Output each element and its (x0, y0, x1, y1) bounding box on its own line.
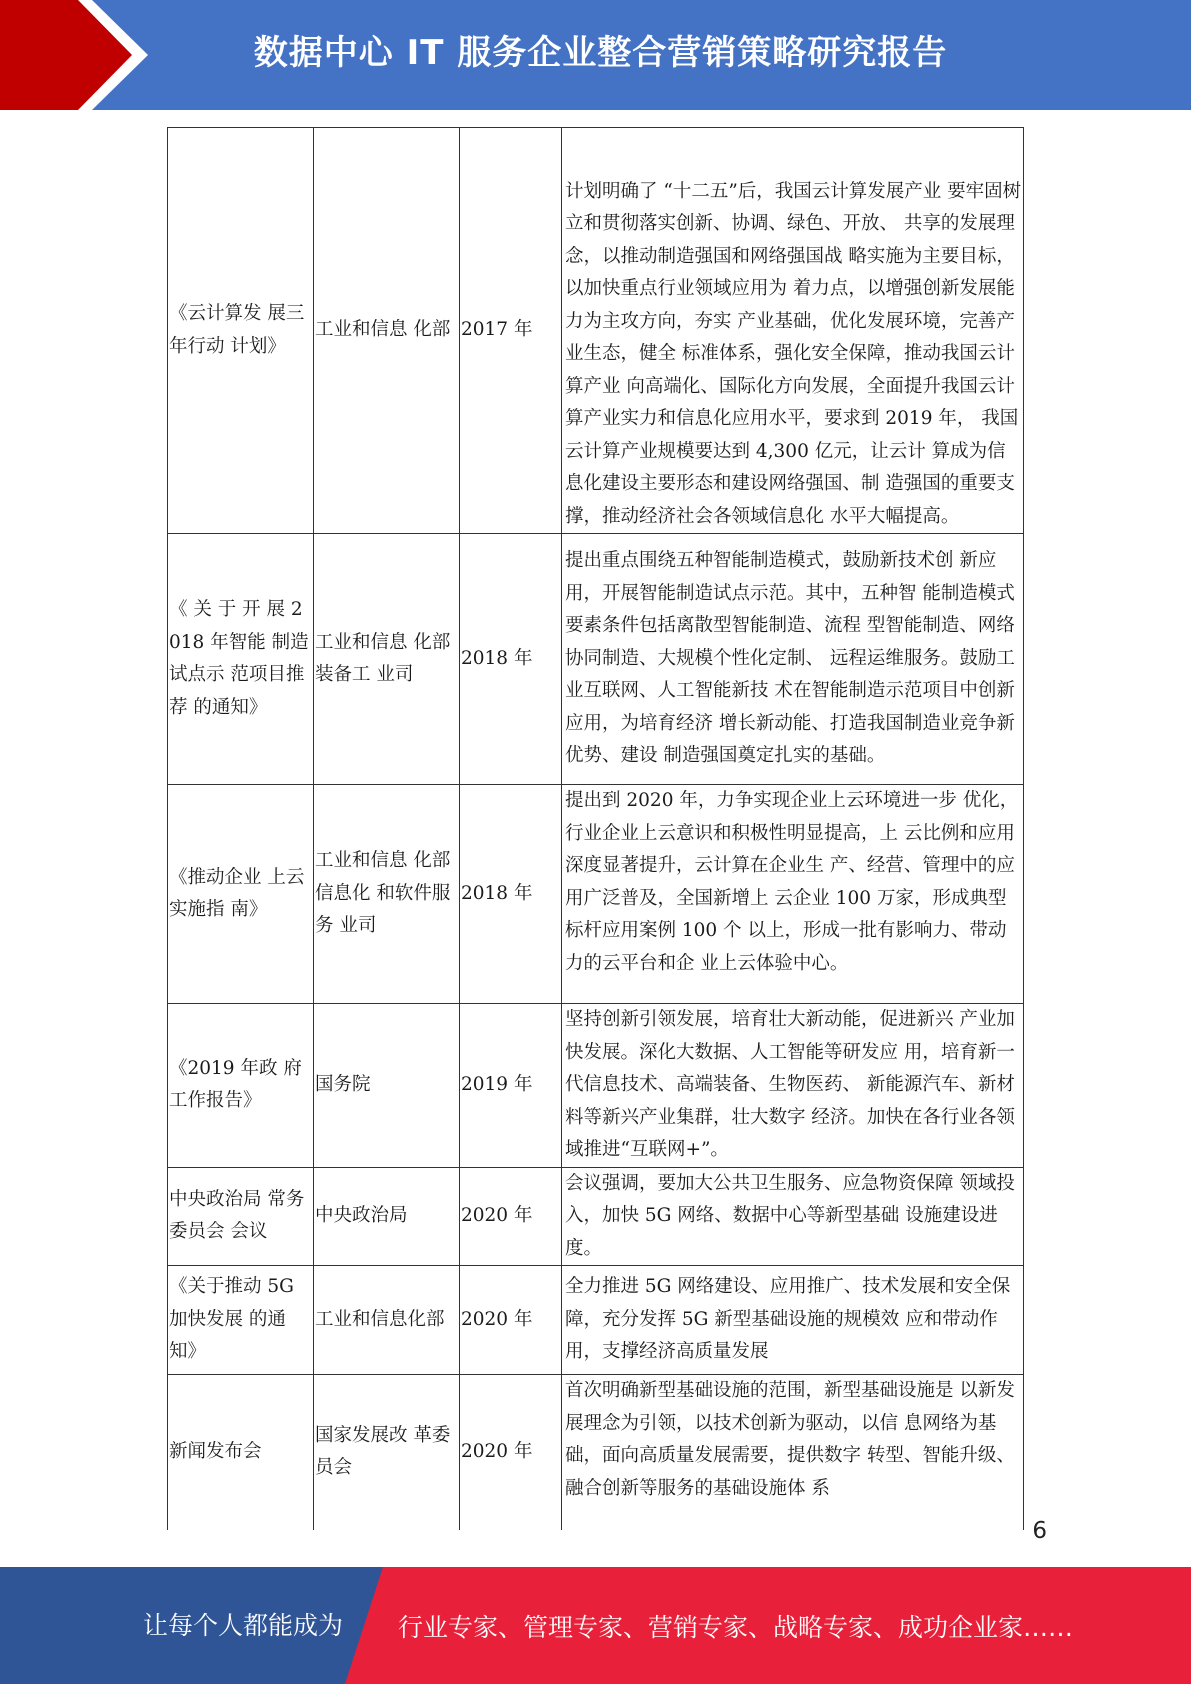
table-row (168, 1167, 1024, 1266)
header-arrow-icon (0, 0, 160, 110)
document-title: 数据中心 IT 服务企业整合营销策略研究报告 (253, 33, 948, 73)
table-row (168, 1266, 1024, 1375)
policy-table (167, 127, 1024, 1530)
table-row (168, 1004, 1024, 1168)
policy-name-cell: 《推动企业 上云实施指 南》 (168, 785, 314, 1004)
content-cell: 全力推进 5G 网络建设、应用推广、技术发展和安全保障，充分发挥 5G 新型基础设施的规模效 应和带动作用，支撑经济高质量发展 (562, 1266, 1024, 1375)
table-row (168, 1375, 1024, 1530)
table-row (168, 534, 1024, 785)
policy-name-cell: 中央政治局 常务委员会 会议 (168, 1167, 314, 1266)
issuer-cell: 工业和信息化部 (314, 1266, 460, 1375)
page-number: 6 (1032, 1518, 1047, 1544)
issuer-cell: 工业和信息 化部装备工 业司 (314, 534, 460, 785)
page-footer (0, 1567, 1191, 1684)
content-cell: 计划明确了 “十二五”后，我国云计算发展产业 要牢固树立和贯彻落实创新、协调、绿色、开放、 共享的发展理念，以推动制造强国和网络强国战 略实施为主要目标，以加快重点行业领域应用为 着力点，以增强创新发展能力为主攻方向，夯实 产业基础，优化发展环境，完善产业生态，健全 标准体系，强化安全保障，推动我国云计算产业 向高端化、国际化方向发展，全面提升我国云计 算产业实力和信息化应用水平，要求到 2019 年， 我国云计算产业规模要达到 4,300 亿元，让云计 算成为信息化建设主要形态和建设网络强国、制 造强国的重要支撑，推动经济社会各领域信息化 水平大幅提高。 (562, 128, 1024, 534)
year-cell: 2018 年 (460, 534, 562, 785)
footer-slogan-right: 行业专家、管理专家、营销专家、战略专家、成功企业家…… (398, 1613, 1074, 1642)
year-cell: 2019 年 (460, 1004, 562, 1168)
issuer-cell: 国务院 (314, 1004, 460, 1168)
content-cell: 会议强调，要加大公共卫生服务、应急物资保障 领域投入，加快 5G 网络、数据中心等新型基础 设施建设进度。 (562, 1167, 1024, 1266)
policy-name-cell: 《2019 年政 府工作报告》 (168, 1004, 314, 1168)
issuer-cell: 工业和信息 化部信息化 和软件服务 业司 (314, 785, 460, 1004)
policy-name-cell: 《 关 于 开 展 2018 年智能 制造试点示 范项目推荐 的通知》 (168, 534, 314, 785)
year-cell: 2017 年 (460, 128, 562, 534)
year-cell: 2020 年 (460, 1266, 562, 1375)
policy-name-cell: 《关于推动 5G 加快发展 的通知》 (168, 1266, 314, 1375)
issuer-cell: 国家发展改 革委员会 (314, 1375, 460, 1530)
issuer-cell: 中央政治局 (314, 1167, 460, 1266)
year-cell: 2018 年 (460, 785, 562, 1004)
table-row (168, 785, 1024, 1004)
policy-name-cell: 《云计算发 展三年行动 计划》 (168, 128, 314, 534)
issuer-cell: 工业和信息 化部 (314, 128, 460, 534)
page-header (0, 0, 1191, 110)
content-cell: 提出重点围绕五种智能制造模式，鼓励新技术创 新应用，开展智能制造试点示范。其中，五种智 能制造模式要素条件包括离散型智能制造、流程 型智能制造、网络协同制造、大规模个性化定制、 远程运维服务。鼓励工业互联网、人工智能新技 术在智能制造示范项目中创新应用，为培育经济 增长新动能、打造我国制造业竞争新优势、建设 制造强国奠定扎实的基础。 (562, 534, 1024, 785)
year-cell: 2020 年 (460, 1167, 562, 1266)
table-row (168, 128, 1024, 534)
footer-slogan-left: 让每个人都能成为 (143, 1611, 344, 1640)
year-cell: 2020 年 (460, 1375, 562, 1530)
content-cell: 提出到 2020 年，力争实现企业上云环境进一步 优化，行业企业上云意识和积极性明显提高，上 云比例和应用深度显著提升，云计算在企业生 产、经营、管理中的应用广泛普及，全国新增上 云企业 100 万家，形成典型标杆应用案例 100 个 以上，形成一批有影响力、带动力的云平台和企 业上云体验中心。 (562, 785, 1024, 1004)
content-cell: 坚持创新引领发展，培育壮大新动能，促进新兴 产业加快发展。深化大数据、人工智能等研发应 用，培育新一代信息技术、高端装备、生物医药、 新能源汽车、新材料等新兴产业集群，壮大数字 经济。加快在各行业各领域推进“互联网+”。 (562, 1004, 1024, 1168)
policy-name-cell: 新闻发布会 (168, 1375, 314, 1530)
content-cell: 首次明确新型基础设施的范围，新型基础设施是 以新发展理念为引领，以技术创新为驱动，以信 息网络为基础，面向高质量发展需要，提供数字 转型、智能升级、融合创新等服务的基础设施体 系 (562, 1375, 1024, 1530)
